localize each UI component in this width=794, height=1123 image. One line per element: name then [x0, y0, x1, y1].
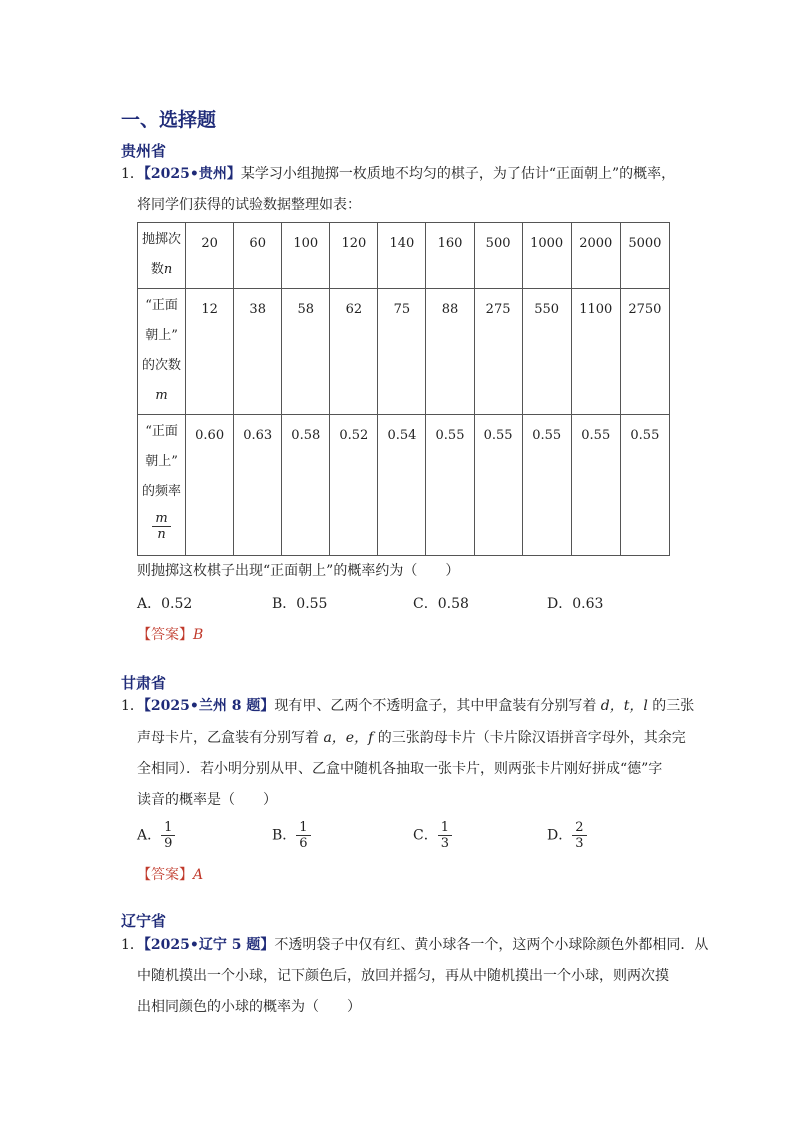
answer-value: A — [193, 867, 204, 883]
answer-label: 【答案】 — [137, 627, 193, 643]
q2-line4: 读音的概率是（ ） — [137, 792, 277, 808]
source-tag: 【2025•贵州】 — [143, 166, 241, 182]
data-table — [137, 222, 670, 556]
table-cell: 0.55 — [571, 415, 620, 556]
table-cell: 20 — [186, 223, 234, 289]
q3-line3: 出相同颜色的小球的概率为（ ） — [137, 999, 361, 1015]
table-cell: 5000 — [620, 223, 669, 289]
table-cell: 75 — [378, 289, 426, 415]
option-a: A．0.52 — [137, 596, 193, 612]
table-cell: 2750 — [620, 289, 669, 415]
fraction-m-over-n: $\frac{m}{n}$ — [152, 511, 170, 542]
fraction: $\frac{1}{9}$ — [161, 820, 175, 851]
q2-line3: 全相同）．若小明分别从甲、乙盒中随机各抽取一张卡片，则两张卡片刚好拼成“德”字 — [137, 761, 663, 777]
q1-line2: 将同学们获得的试验数据整理如表： — [137, 197, 361, 213]
table-row-frequency — [138, 415, 670, 556]
table-cell: 0.55 — [474, 415, 522, 556]
option-d: D．0.63 — [547, 596, 604, 612]
q1-line1 — [121, 164, 675, 184]
table-cell: 2000 — [571, 223, 620, 289]
row-header-frequency: “正面 朝上” 的频率 $\frac{m}{n}$ — [138, 415, 186, 556]
fraction: $\frac{2}{3}$ — [572, 820, 586, 851]
fraction: $\frac{1}{3}$ — [438, 820, 452, 851]
option-c: C． $\frac{1}{3}$ — [413, 820, 452, 851]
table-cell: 0.63 — [234, 415, 282, 556]
table-cell: 88 — [426, 289, 474, 415]
province-heading-liaoning: 辽宁省 — [121, 912, 167, 930]
table-row-count — [138, 289, 670, 415]
option-d: D． $\frac{2}{3}$ — [547, 820, 587, 851]
table-cell: 0.55 — [522, 415, 571, 556]
source-tag: 【2025•辽宁 5 题】 — [143, 937, 275, 953]
q3-line2: 中随机摸出一个小球，记下颜色后，放回并摇匀，再从中随机摸出一个小球，则两次摸 — [137, 968, 669, 984]
option-b: B． $\frac{1}{6}$ — [272, 820, 311, 851]
question-text: 某学习小组抛掷一枚质地不均匀的棋子，为了估计“正面朝上”的概率， — [240, 166, 676, 182]
fraction: $\frac{1}{6}$ — [296, 820, 310, 851]
table-cell: 62 — [330, 289, 378, 415]
table-cell: 0.55 — [620, 415, 669, 556]
table-cell: 58 — [282, 289, 330, 415]
question-number: 1． — [121, 937, 144, 953]
q2-answer — [137, 864, 203, 884]
row-header-throws: 抛掷次 数n — [138, 223, 186, 289]
section-title: 一、选择题 — [121, 109, 217, 131]
table-cell: 275 — [474, 289, 522, 415]
table-cell: 12 — [186, 289, 234, 415]
table-cell: 0.60 — [186, 415, 234, 556]
table-cell: 60 — [234, 223, 282, 289]
option-a: A． $\frac{1}{9}$ — [137, 820, 175, 851]
province-heading-gansu: 甘肃省 — [121, 674, 167, 692]
table-cell: 1100 — [571, 289, 620, 415]
option-c: C．0.58 — [413, 596, 469, 612]
table-cell: 140 — [378, 223, 426, 289]
table-cell: 100 — [282, 223, 330, 289]
option-b: B．0.55 — [272, 596, 328, 612]
source-tag: 【2025•兰州 8 题】 — [143, 698, 275, 714]
row-header-count: “正面 朝上” 的次数 m — [138, 289, 186, 415]
answer-label: 【答案】 — [137, 867, 193, 883]
q3-line1: 1．【2025•辽宁 5 题】不透明袋子中仅有红、黄小球各一个，这两个小球除颜色外都相同．从 — [121, 937, 709, 953]
answer-value: B — [193, 627, 204, 643]
table-cell: 550 — [522, 289, 571, 415]
table-cell: 0.55 — [426, 415, 474, 556]
table-cell: 0.54 — [378, 415, 426, 556]
q1-answer — [137, 624, 203, 644]
q2-line2: 声母卡片，乙盒装有分别写着 a，e，f 的三张韵母卡片（卡片除汉语拼音字母外，其余完 — [137, 730, 686, 746]
q2-line1: 1．【2025•兰州 8 题】现有甲、乙两个不透明盒子，其中甲盒装有分别写着 d，t，l 的三张 — [121, 698, 695, 714]
table-cell: 120 — [330, 223, 378, 289]
table-cell: 1000 — [522, 223, 571, 289]
table-row-throws — [138, 223, 670, 289]
table-cell: 0.58 — [282, 415, 330, 556]
table-cell: 160 — [426, 223, 474, 289]
question-number: 1． — [121, 698, 144, 714]
q1-stem: 则抛掷这枚棋子出现“正面朝上”的概率约为（ ） — [137, 563, 460, 579]
table-cell: 500 — [474, 223, 522, 289]
table-cell: 0.52 — [330, 415, 378, 556]
province-heading-guizhou: 贵州省 — [121, 142, 167, 160]
table-cell: 38 — [234, 289, 282, 415]
question-number: 1． — [121, 166, 144, 182]
